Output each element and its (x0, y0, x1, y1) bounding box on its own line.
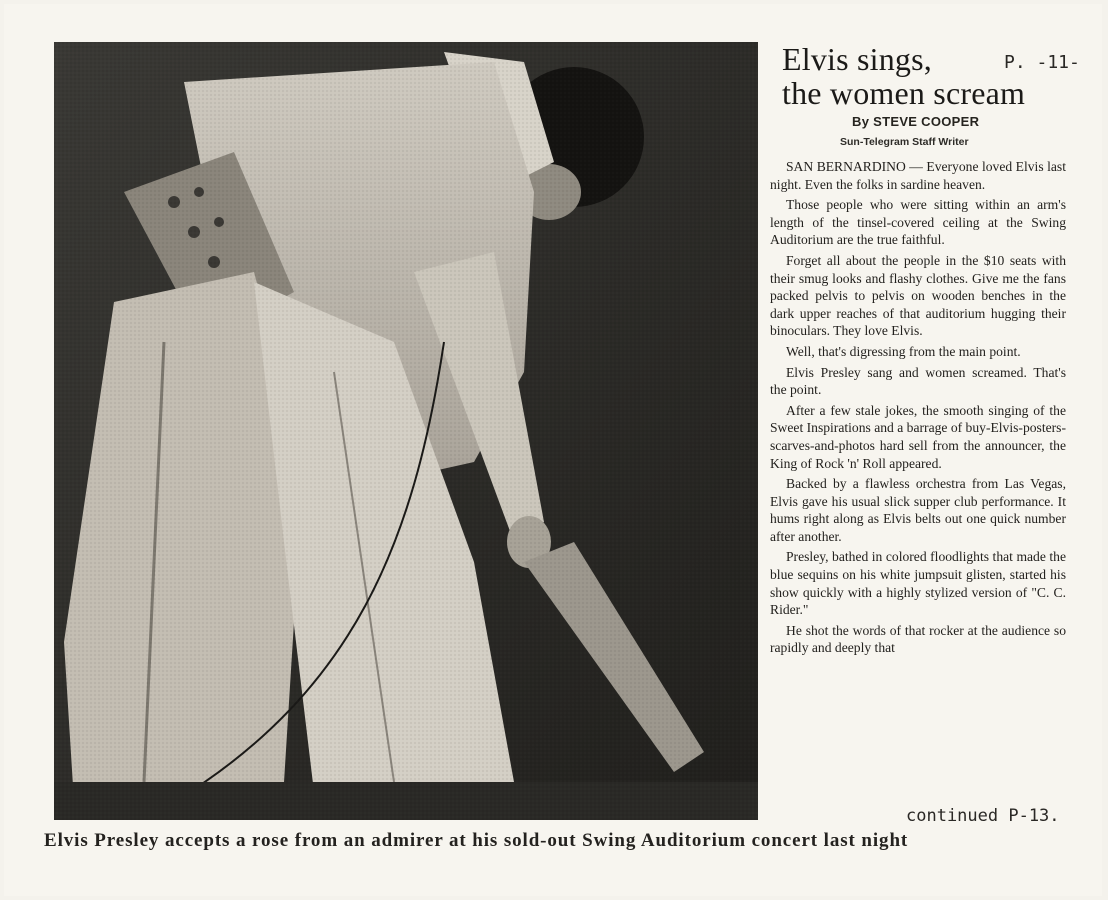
article-paragraph: SAN BERNARDINO — Everyone loved Elvis last night. Even the folks in sardine heaven. (770, 159, 1066, 192)
newspaper-clipping (4, 4, 1102, 896)
concert-photo (54, 42, 758, 820)
article-body (770, 158, 1066, 660)
article-paragraph: Forget all about the people in the $10 seats with their smug looks and flashy clothes. Give me the fans packed pelvis to pelvis on wooden benches in the dark upper reaches of that auditorium hugging their binoculars. They love Elvis. (770, 252, 1066, 339)
headline-line-1: Elvis sings, (782, 41, 932, 77)
article-paragraph: Elvis Presley sang and women screamed. That's the point. (770, 364, 1066, 398)
page-reference: P. -11- (1004, 52, 1080, 73)
article-paragraph: Well, that's digressing from the main point. (786, 343, 1021, 359)
article-paragraph: Backed by a flawless orchestra from Las Vegas, Elvis gave his usual slick supper club performance. It hums right along as Elvis belts out one quick number after another. (770, 476, 1066, 544)
article-paragraph: Those people who were sitting within an arm's length of the tinsel-covered ceiling at the Swing Auditorium are the true faithful. (770, 197, 1066, 248)
byline: By STEVE COOPER (852, 114, 980, 129)
staff-writer-line: Sun-Telegram Staff Writer (840, 136, 969, 148)
photo-caption: Elvis Presley accepts a rose from an admirer at his sold-out Swing Auditorium concert last night (44, 830, 909, 851)
article-paragraph: After a few stale jokes, the smooth singing of the Sweet Inspirations and a barrage of buy-Elvis-posters-scarves-and-photos hard sell from the announcer, the King of Rock 'n' Roll appeared. (770, 402, 1066, 471)
article-paragraph: He shot the words of that rocker at the audience so rapidly and deeply that (770, 622, 1066, 656)
continued-note: continued P-13. (906, 806, 1060, 826)
headline-line-2: the women scream (782, 75, 1026, 111)
article-paragraph: Presley, bathed in colored floodlights that made the blue sequins on his white jumpsuit glisten, started his show quickly with a highly stylized version of "C. C. Rider." (770, 549, 1066, 618)
photo-illustration (54, 42, 758, 820)
